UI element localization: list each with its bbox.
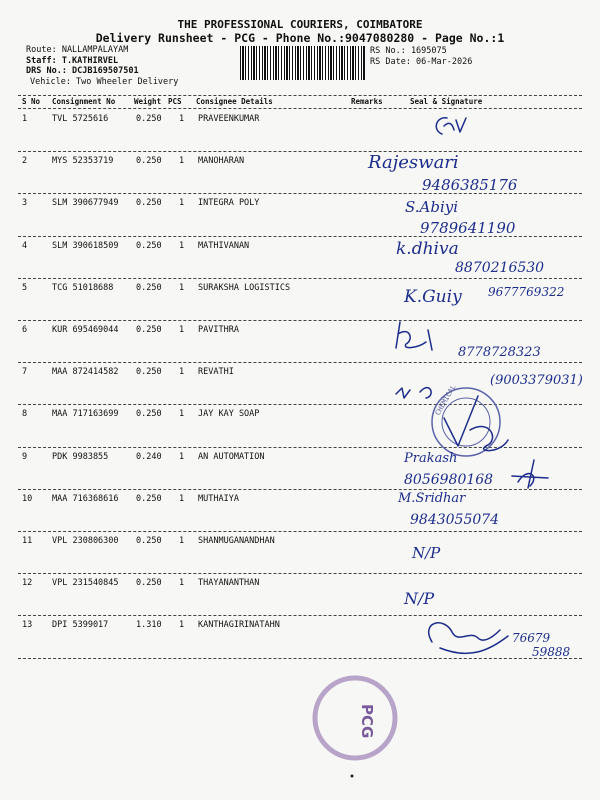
row-pcs: 1 xyxy=(179,240,185,251)
row-weight: 0.250 xyxy=(136,282,162,293)
col-consignee: Consignee Details xyxy=(196,97,273,106)
phone-row-13-b: 59888 xyxy=(532,645,571,659)
mark-row-11: N/P xyxy=(412,544,441,562)
phone-row-10: 9843055074 xyxy=(410,512,500,528)
row-consignee: SHANMUGANANDHAN xyxy=(198,536,275,546)
row-consignment: TVL 5725616 xyxy=(52,114,109,124)
row-weight: 0.250 xyxy=(136,156,162,167)
row-consignment: MAA 716368616 xyxy=(52,493,119,504)
row-consignment: PDK 9983855 xyxy=(52,451,109,462)
row-consignee: REVATHI xyxy=(198,367,234,378)
col-consignment: Consignment No xyxy=(52,97,116,106)
staff-text: Staff: T.KATHIRVEL xyxy=(26,55,119,66)
col-weight: Weight xyxy=(134,97,162,106)
row-weight: 1.310 xyxy=(136,620,162,631)
row-pcs: 1 xyxy=(179,620,185,631)
signature-row-9: Prakash xyxy=(404,451,458,466)
row-consignment: SLM 390618509 xyxy=(52,240,119,251)
row-consignee: MUTHAIYA xyxy=(198,493,239,504)
row-weight: 0.250 xyxy=(136,367,162,378)
row-pcs: 1 xyxy=(179,282,185,293)
phone-row-9: 8056980168 xyxy=(404,472,494,488)
row-consignment: TCG 51018688 xyxy=(52,282,114,293)
company-title: THE PROFESSIONAL COURIERS, COIMBATORE xyxy=(177,18,423,31)
signature-row-6 xyxy=(396,322,432,350)
phone-row-2: 9486385176 xyxy=(422,176,518,194)
row-consignment: SLM 390677949 xyxy=(52,198,119,209)
row-sno: 6 xyxy=(22,325,28,335)
row-consignment: KUR 695469044 xyxy=(52,325,119,335)
phone-row-7: (9003379031) xyxy=(490,373,583,388)
row-consignment: MAA 717163699 xyxy=(52,409,119,420)
stamp-row-8-text: CHEMICAL xyxy=(433,383,458,417)
rs-no-text: RS No.: 1695075 xyxy=(370,46,447,56)
mark-row-12: N/P xyxy=(404,589,435,608)
phone-row-3: 9789641190 xyxy=(420,219,516,237)
signature-row-2: Rajeswari xyxy=(368,152,459,173)
drs-no-text: DRS No.: DCJB169507501 xyxy=(26,66,139,76)
phone-row-5: 9677769322 xyxy=(488,285,565,299)
row-pcs: 1 xyxy=(179,578,185,589)
row-weight: 0.240 xyxy=(136,451,162,462)
runsheet-title: Delivery Runsheet - PCG - Phone No.:9047080280 - Page No.:1 xyxy=(95,31,505,45)
row-sno: 11 xyxy=(22,536,33,546)
row-weight: 0.250 xyxy=(136,578,162,589)
phone-row-4: 8870216530 xyxy=(455,260,545,276)
row-sno: 12 xyxy=(22,578,33,589)
row-consignment: MAA 872414582 xyxy=(52,367,119,378)
route-text: Route: NALLAMPALAYAM xyxy=(26,45,129,55)
row-pcs: 1 xyxy=(179,493,185,504)
col-pcs: PCS xyxy=(168,97,182,106)
row-weight: 0.250 xyxy=(136,114,162,124)
row-sno: 3 xyxy=(22,198,28,209)
row-sno: 7 xyxy=(22,367,28,378)
row-weight: 0.250 xyxy=(136,493,162,504)
row-consignment: VPL 231540845 xyxy=(52,578,119,589)
row-weight: 0.250 xyxy=(136,409,162,420)
row-sno: 1 xyxy=(22,114,28,124)
row-pcs: 1 xyxy=(179,198,185,209)
phone-row-13-a: 76679 xyxy=(512,631,551,645)
pcg-stamp xyxy=(315,678,395,758)
row-consignee: AN AUTOMATION xyxy=(198,451,265,462)
row-consignee: INTEGRA POLY xyxy=(198,198,260,209)
row-consignee: MATHIVANAN xyxy=(198,240,250,251)
signature-row-5: K.Guiy xyxy=(404,287,462,307)
col-sno: S No xyxy=(22,97,41,106)
signature-row-1 xyxy=(436,118,466,134)
row-sno: 4 xyxy=(22,240,28,251)
phone-row-6: 8778728323 xyxy=(458,345,541,360)
row-consignment: DPI 5399017 xyxy=(52,620,109,631)
rs-date-text: RS Date: 06-Mar-2026 xyxy=(370,56,473,67)
row-consignee: KANTHAGIRINATAHN xyxy=(198,620,280,631)
row-pcs: 1 xyxy=(179,156,185,167)
signature-mark-row-9 xyxy=(512,460,548,488)
row-consignee: SURAKSHA LOGISTICS xyxy=(198,282,291,293)
row-pcs: 1 xyxy=(179,367,185,378)
row-consignee: PAVITHRA xyxy=(198,325,239,335)
pcg-stamp-text: PCG xyxy=(358,704,376,739)
signature-row-3: S.Abiyi xyxy=(405,198,459,216)
row-consignee: MANOHARAN xyxy=(198,156,245,167)
row-sno: 10 xyxy=(22,493,33,504)
vehicle-text: Vehicle: Two Wheeler Delivery xyxy=(30,76,179,87)
row-pcs: 1 xyxy=(179,409,185,420)
row-sno: 5 xyxy=(22,282,28,293)
row-weight: 0.250 xyxy=(136,240,162,251)
row-consignee: JAY KAY SOAP xyxy=(198,409,260,420)
signature-row-10: M.Sridhar xyxy=(398,491,466,506)
row-consignee: THAYANANTHAN xyxy=(198,578,260,589)
row-weight: 0.250 xyxy=(136,536,162,546)
row-pcs: 1 xyxy=(179,536,185,546)
row-weight: 0.250 xyxy=(136,325,162,335)
row-pcs: 1 xyxy=(179,451,185,462)
row-pcs: 1 xyxy=(179,114,185,124)
row-weight: 0.250 xyxy=(136,198,162,209)
col-seal: Seal & Signature xyxy=(410,97,483,106)
signature-row-13 xyxy=(429,623,508,654)
col-remarks: Remarks xyxy=(351,97,383,106)
row-sno: 8 xyxy=(22,409,28,420)
row-consignment: MYS 52353719 xyxy=(52,156,114,167)
signature-row-4: k.dhiva xyxy=(396,239,459,259)
row-sno: 9 xyxy=(22,451,28,462)
row-pcs: 1 xyxy=(179,325,185,335)
row-consignee: PRAVEENKUMAR xyxy=(198,114,260,124)
row-sno: 13 xyxy=(22,620,33,631)
row-consignment: VPL 230806300 xyxy=(52,536,119,546)
scan-dot xyxy=(351,775,354,778)
signature-row-7 xyxy=(396,388,431,398)
row-sno: 2 xyxy=(22,156,28,167)
